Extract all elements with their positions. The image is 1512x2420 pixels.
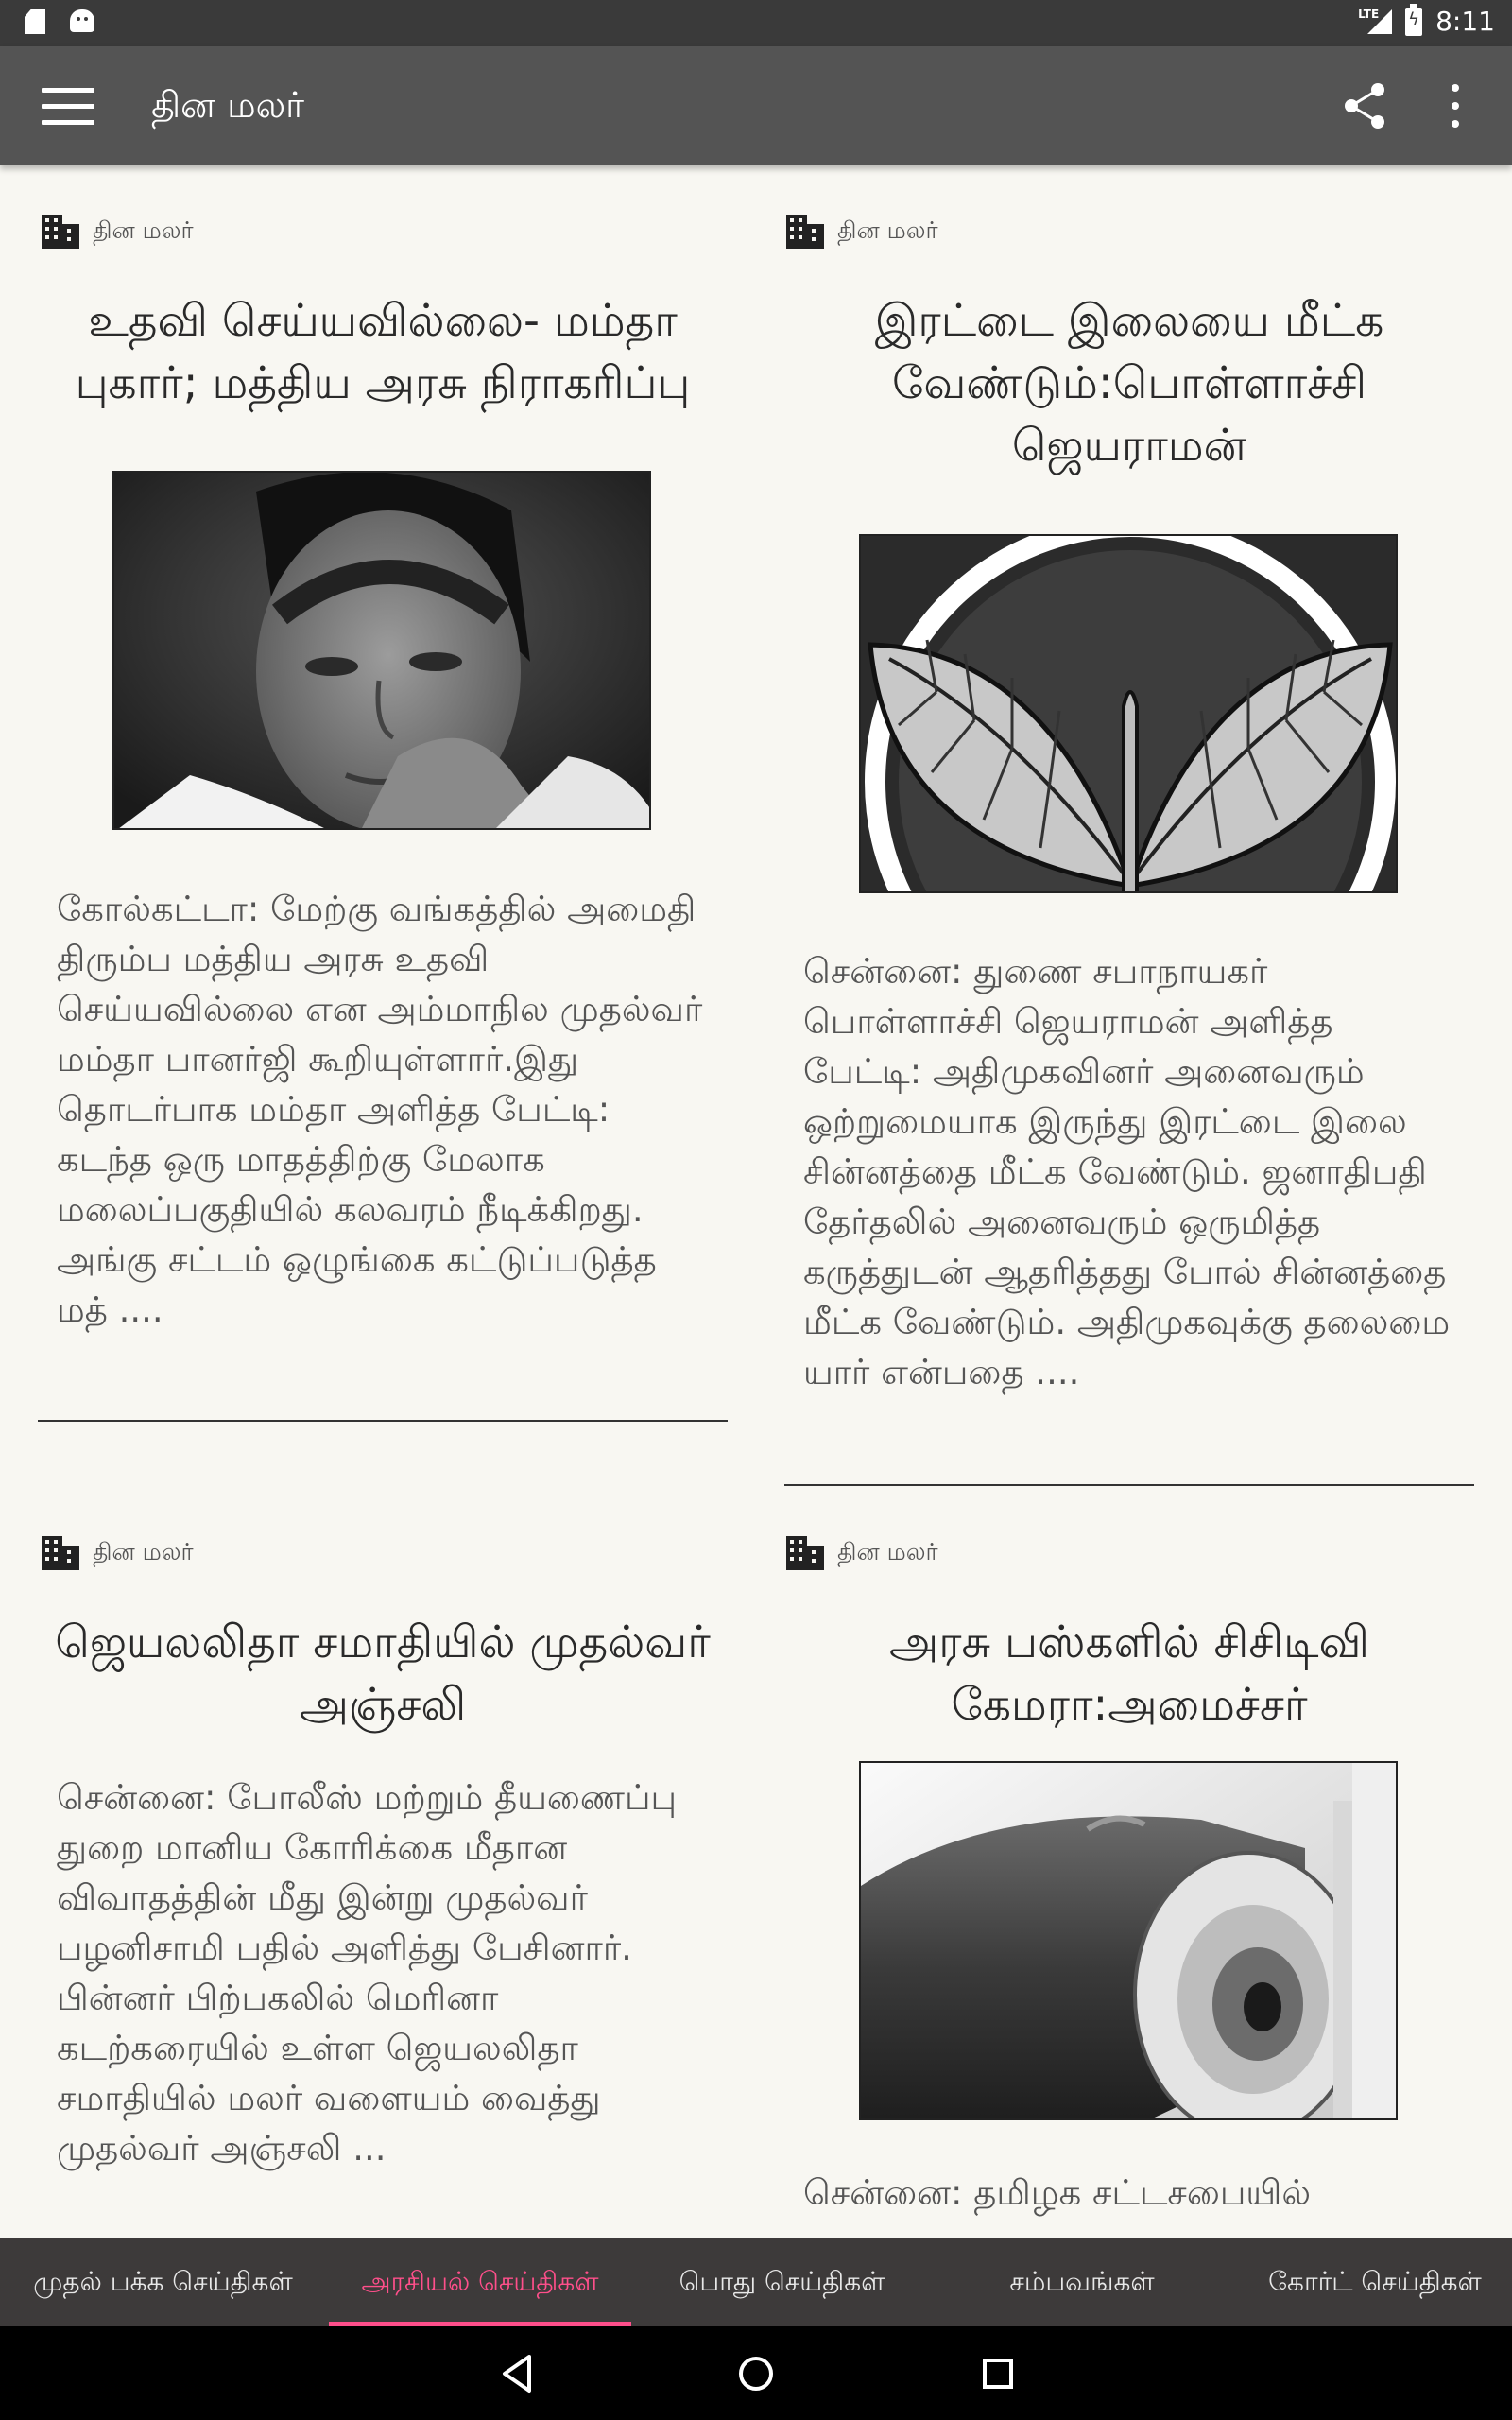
recents-icon[interactable] (971, 2347, 1024, 2400)
news-list[interactable] (0, 165, 1512, 2238)
building-icon (786, 215, 824, 249)
article-image[interactable] (859, 1761, 1398, 2120)
news-card[interactable] (38, 165, 728, 1423)
tab-incidents[interactable] (936, 2238, 1228, 2326)
news-card[interactable] (784, 165, 1474, 1486)
article-title[interactable]: இரட்டை இலையை மீட்க வேண்டும்:பொள்ளாச்சி ஜெயராமன் (874, 295, 1384, 472)
source-label: தின மலர் (93, 216, 194, 244)
back-icon[interactable] (491, 2347, 544, 2400)
article-image[interactable] (112, 471, 651, 830)
article-summary[interactable]: சென்னை: தமிழக சட்டசபையில் (803, 2172, 1312, 2213)
source-label: தின மலர் (837, 216, 938, 244)
navigation-bar (0, 2326, 1512, 2420)
source-row (42, 1536, 194, 1570)
tab-court[interactable] (1238, 2238, 1512, 2326)
building-icon (42, 1536, 79, 1570)
hamburger-icon[interactable] (42, 88, 94, 126)
article-title[interactable]: உதவி செய்யவில்லை- மம்தா புகார்; மத்திய அரசு நிராகரிப்பு (75, 295, 691, 409)
status-time: 8:11 (1435, 6, 1495, 37)
source-label: தின மலர் (93, 1537, 194, 1565)
article-summary[interactable]: சென்னை: போலீஸ் மற்றும் தீயணைப்பு துறை மானிய கோரிக்கை மீதான விவாதத்தின் மீது இன்று முதல்வர் பழனிசாமி பதில் அளித்து பேசினார். பின்னர் பிற்பகலில் மெரினா கடற்கரையில் உள்ள ஜெயலலிதா சமாதியில் மலர் வளையம் வைத்து முதல்வர் அஞ்சலி ... (57, 1777, 678, 2169)
sdcard-icon (25, 9, 45, 34)
tab-label: முதல் பக்க செய்திகள் (33, 2266, 293, 2297)
tab-label: சம்பவங்கள் (1009, 2266, 1155, 2297)
app-bar (0, 46, 1512, 165)
tab-label: அரசியல் செய்திகள் (361, 2266, 599, 2297)
network-label: LTE (1358, 7, 1380, 21)
divider (38, 1420, 728, 1422)
building-icon (42, 215, 79, 249)
building-icon (786, 1536, 824, 1570)
article-title[interactable]: ஜெயலலிதா சமாதியில் முதல்வர் அஞ்சலி (55, 1616, 711, 1731)
article-title[interactable]: அரசு பஸ்களில் சிசிடிவி கேமரா:அமைச்சர் (888, 1616, 1370, 1731)
home-icon[interactable] (730, 2347, 782, 2400)
article-summary[interactable]: கோல்கட்டா: மேற்கு வங்கத்தில் அமைதி திரும்ப மத்திய அரசு உதவி செய்யவில்லை என அம்மாநில முதல்வர் மம்தா பானர்ஜி கூறியுள்ளார்.இது தொடர்பாக மம்தா அளித்த பேட்டி: கடந்த ஒரு மாதத்திற்கு மேலாக மலைப்பகுதியில் கலவரம் நீடிக்கிறது. அங்கு சட்டம் ஒழுங்கை கட்டுப்படுத்த மத் .... (57, 889, 703, 1330)
portrait-photo (114, 473, 651, 830)
android-icon (70, 9, 94, 32)
article-image[interactable] (859, 534, 1398, 893)
tab-front-page[interactable] (0, 2238, 326, 2326)
app-title: தின மலர் (151, 84, 305, 126)
category-tabs (0, 2238, 1512, 2326)
divider (784, 1484, 1474, 1486)
source-label: தின மலர் (837, 1537, 938, 1565)
news-card[interactable] (38, 1487, 728, 2238)
source-row (42, 215, 194, 249)
more-vert-icon[interactable] (1436, 84, 1474, 128)
source-row (786, 215, 938, 249)
share-icon[interactable] (1340, 80, 1391, 131)
news-card[interactable] (784, 1487, 1474, 2238)
tab-politics[interactable] (329, 2238, 631, 2326)
cctv-camera-photo (861, 1763, 1398, 2120)
article-summary[interactable]: சென்னை: துணை சபாநாயகர் பொள்ளாச்சி ஜெயராமன் அளித்த பேட்டி: அதிமுகவினர் அனைவரும் ஒற்றுமையாக இருந்து இரட்டை இலை சின்னத்தை மீட்க வேண்டும். ஜனாதிபதி தேர்தலில் அனைவரும் ஒருமித்த கருத்துடன் ஆதரித்தது போல் சின்னத்தை மீட்க வேண்டும். அதிமுகவுக்கு தலைமை யார் என்பதை .... (803, 951, 1451, 1392)
battery-charging-icon (1405, 8, 1422, 36)
tab-general[interactable] (633, 2238, 931, 2326)
lte-signal-icon (1358, 8, 1392, 36)
two-leaves-symbol (861, 536, 1398, 893)
source-row (786, 1536, 938, 1570)
tab-label: கோர்ட் செய்திகள் (1268, 2266, 1482, 2297)
status-bar (0, 0, 1512, 46)
tab-label: பொது செய்திகள் (679, 2266, 885, 2297)
